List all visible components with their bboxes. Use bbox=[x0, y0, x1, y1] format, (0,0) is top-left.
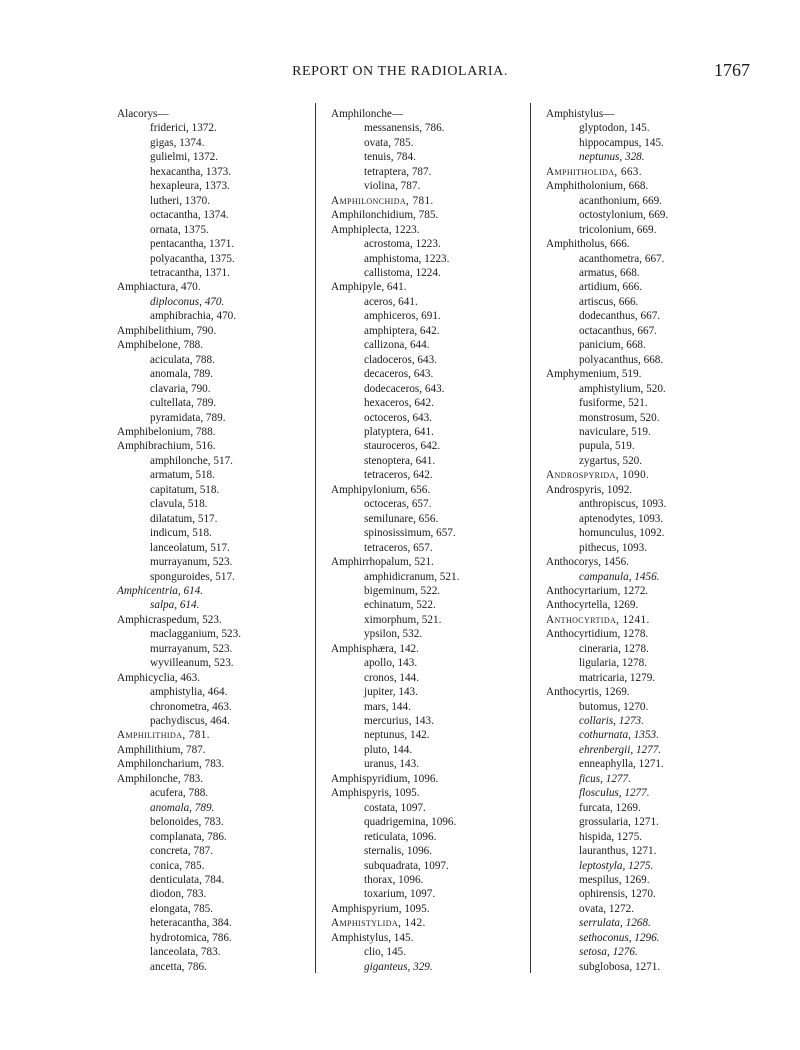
index-subentry: giganteus, 329. bbox=[364, 960, 433, 973]
index-subentry: uranus, 143. bbox=[364, 758, 419, 771]
index-column-3 bbox=[546, 107, 746, 974]
index-subentry: wyvilleanum, 523. bbox=[150, 657, 234, 670]
index-subentry: lutheri, 1370. bbox=[150, 194, 210, 207]
index-entry: Anthocyrtella, 1269. bbox=[546, 599, 639, 612]
index-subentry: bigeminum, 522. bbox=[364, 584, 441, 597]
index-subentry: acanthonium, 669. bbox=[579, 194, 662, 207]
column-divider bbox=[530, 103, 531, 973]
index-subentry: armatus, 668. bbox=[579, 266, 640, 279]
index-subentry: tetracantha, 1371. bbox=[150, 266, 230, 279]
index-subentry: gigas, 1374. bbox=[150, 136, 205, 149]
index-subentry: anthropiscus, 1093. bbox=[579, 498, 667, 511]
index-subentry: mespilus, 1269. bbox=[579, 874, 650, 887]
index-entry: Amphilonche— bbox=[331, 108, 404, 120]
index-entry: Amphicentria, 614. bbox=[117, 584, 204, 597]
index-subentry: sethoconus, 1296. bbox=[579, 931, 660, 944]
index-subentry: toxarium, 1097. bbox=[364, 888, 436, 901]
index-subentry: pentacantha, 1371. bbox=[150, 238, 235, 251]
index-subentry: fusiforme, 521. bbox=[579, 397, 648, 410]
index-subentry: semilunare, 656. bbox=[364, 512, 439, 525]
index-subentry: amphistylium, 520. bbox=[579, 382, 666, 395]
index-entry: Anthocyrtarium, 1272. bbox=[546, 584, 649, 597]
index-subentry: serrulata, 1268. bbox=[579, 917, 651, 930]
index-subentry: octacantha, 1374. bbox=[150, 209, 229, 222]
index-subentry: acufera, 788. bbox=[150, 787, 209, 800]
index-subentry: dodecanthus, 667. bbox=[579, 310, 661, 323]
index-subentry: artidium, 666. bbox=[579, 281, 643, 294]
index-subentry: stauroceros, 642. bbox=[364, 440, 441, 453]
page-title: REPORT ON THE RADIOLARIA. bbox=[292, 64, 508, 79]
index-entry: Anthocyrtis, 1269. bbox=[546, 686, 630, 699]
index-subentry: dilatatum, 517. bbox=[150, 512, 218, 525]
index-subentry: tetraceros, 657. bbox=[364, 541, 433, 554]
index-subentry: jupiter, 143. bbox=[364, 686, 418, 699]
index-subentry: dodecaceros, 643. bbox=[364, 382, 445, 395]
index-subentry: octoceras, 657. bbox=[364, 498, 432, 511]
index-entry: Amphicraspedum, 523. bbox=[117, 613, 222, 626]
index-subentry: violina, 787. bbox=[364, 180, 421, 193]
index-subentry: amphistoma, 1223. bbox=[364, 252, 450, 265]
index-entry: Amphirrhopalum, 521. bbox=[331, 556, 434, 569]
index-subentry: heteracantha, 384. bbox=[150, 917, 232, 930]
index-subentry: glyptodon, 145. bbox=[579, 122, 650, 135]
index-subentry: campanula, 1456. bbox=[579, 570, 660, 583]
index-subentry: pluto, 144. bbox=[364, 743, 413, 756]
index-subentry: octacanthus, 667. bbox=[579, 324, 657, 337]
index-subentry: acrostoma, 1223. bbox=[364, 238, 441, 251]
index-subentry: diodon, 783. bbox=[150, 888, 207, 901]
index-subentry: flosculus, 1277. bbox=[579, 787, 650, 800]
index-subentry: decaceros, 643. bbox=[364, 368, 434, 381]
index-subentry: grossularia, 1271. bbox=[579, 816, 659, 829]
index-subentry: cultellata, 789. bbox=[150, 397, 217, 410]
index-entry: Amphitholonium, 668. bbox=[546, 180, 649, 193]
index-subentry: amphibrachia, 470. bbox=[150, 310, 237, 323]
index-subentry: amphistylia, 464. bbox=[150, 686, 228, 699]
index-entry: Amphibrachium, 516. bbox=[117, 440, 216, 453]
index-entry: Amphistylus, 145. bbox=[331, 931, 414, 944]
index-subentry: clavaria, 790. bbox=[150, 382, 211, 395]
index-subentry: murrayanum, 523. bbox=[150, 556, 233, 569]
index-subentry: reticulata, 1096. bbox=[364, 830, 437, 843]
index-subentry: echinatum, 522. bbox=[364, 599, 436, 612]
index-subentry: pithecus, 1093. bbox=[579, 541, 648, 554]
index-subentry: acanthometra, 667. bbox=[579, 252, 665, 265]
index-entry: Amphiactura, 470. bbox=[117, 281, 201, 294]
index-subentry: hispida, 1275. bbox=[579, 830, 643, 843]
index-subentry: belonoides, 783. bbox=[150, 816, 224, 829]
index-subentry: lanceolata, 783. bbox=[150, 946, 221, 959]
index-subentry: ximorphum, 521. bbox=[364, 613, 442, 626]
index-entry: Anthocyrtidium, 1278. bbox=[546, 628, 649, 641]
index-subentry: tenuis, 784. bbox=[364, 151, 416, 164]
index-subentry: diploconus, 470. bbox=[150, 295, 225, 308]
index-column-2 bbox=[331, 107, 526, 974]
column-divider bbox=[315, 103, 316, 973]
index-subentry: clavula, 518. bbox=[150, 498, 208, 511]
index-subentry: maclagganium, 523. bbox=[150, 628, 242, 641]
index-subentry: amphidicranum, 521. bbox=[364, 570, 460, 583]
index-subentry: platyptera, 641. bbox=[364, 425, 434, 438]
index-subentry: elongata, 785. bbox=[150, 902, 214, 915]
index-subentry: stenoptera, 641. bbox=[364, 454, 436, 467]
index-subentry: artiscus, 666. bbox=[579, 295, 639, 308]
index-subentry: denticulata, 784. bbox=[150, 874, 225, 887]
index-entry: Androspyris, 1092. bbox=[546, 483, 633, 496]
index-entry: Amphipylonium, 656. bbox=[331, 483, 431, 496]
index-subentry: neptunus, 328. bbox=[579, 151, 645, 164]
index-entry: Amphitholida, 663. bbox=[546, 165, 643, 178]
index-subentry: monstrosum, 520. bbox=[579, 411, 660, 424]
index-subentry: ehrenbergii, 1277. bbox=[579, 743, 662, 756]
index-subentry: anomala, 789. bbox=[150, 368, 214, 381]
index-subentry: thorax, 1096. bbox=[364, 874, 424, 887]
index-subentry: aptenodytes, 1093. bbox=[579, 512, 664, 525]
index-subentry: pyramidata, 789. bbox=[150, 411, 226, 424]
index-subentry: panicium, 668. bbox=[579, 339, 646, 352]
index-subentry: callistoma, 1224. bbox=[364, 266, 441, 279]
index-entry: Amphistylida, 142. bbox=[331, 917, 426, 930]
index-subentry: tricolonium, 669. bbox=[579, 223, 657, 236]
index-subentry: zygartus, 520. bbox=[579, 454, 643, 467]
index-subentry: ovata, 1272. bbox=[579, 902, 634, 915]
index-subentry: polyacantha, 1375. bbox=[150, 252, 235, 265]
index-subentry: chronometra, 463. bbox=[150, 700, 232, 713]
index-subentry: hydrotomica, 786. bbox=[150, 931, 232, 944]
index-subentry: ypsilon, 532. bbox=[364, 628, 423, 641]
index-subentry: ligularia, 1278. bbox=[579, 657, 648, 670]
index-subentry: subglobosa, 1271. bbox=[579, 960, 661, 973]
index-entry: Amphiplecta, 1223. bbox=[331, 223, 420, 236]
index-subentry: enneaphylla, 1271. bbox=[579, 758, 664, 771]
index-subentry: concreta, 787. bbox=[150, 845, 214, 858]
index-subentry: apollo, 143. bbox=[364, 657, 418, 670]
index-subentry: conica, 785. bbox=[150, 859, 205, 872]
index-subentry: pupula, 519. bbox=[579, 440, 635, 453]
index-subentry: hexapleura, 1373. bbox=[150, 180, 230, 193]
index-entry: Amphispyrium, 1095. bbox=[331, 902, 430, 915]
index-subentry: leptostyla, 1275. bbox=[579, 859, 654, 872]
index-subentry: neptunus, 142. bbox=[364, 729, 430, 742]
index-subentry: spinosissimum, 657. bbox=[364, 527, 456, 540]
index-subentry: cronos, 144. bbox=[364, 671, 419, 684]
index-subentry: naviculare, 519. bbox=[579, 425, 651, 438]
index-subentry: amphilonche, 517. bbox=[150, 454, 233, 467]
index-subentry: lanceolatum, 517. bbox=[150, 541, 230, 554]
index-subentry: costata, 1097. bbox=[364, 801, 426, 814]
index-subentry: murrayanum, 523. bbox=[150, 642, 233, 655]
index-entry: Androspyrida, 1090. bbox=[546, 469, 650, 482]
index-entry: Anthocorys, 1456. bbox=[546, 556, 629, 569]
index-entry: Amphibelonium, 788. bbox=[117, 425, 216, 438]
index-subentry: anomala, 789. bbox=[150, 801, 215, 814]
index-subentry: aceros, 641. bbox=[364, 295, 418, 308]
index-subentry: amphiceros, 691. bbox=[364, 310, 441, 323]
index-entry: Amphispyris, 1095. bbox=[331, 787, 420, 800]
index-subentry: sternalis, 1096. bbox=[364, 845, 433, 858]
index-entry: Amphicyclia, 463. bbox=[117, 671, 200, 684]
index-subentry: tetraptera, 787. bbox=[364, 165, 432, 178]
index-subentry: butomus, 1270. bbox=[579, 700, 649, 713]
index-entry: Amphitholus, 666. bbox=[546, 238, 630, 251]
index-subentry: ornata, 1375. bbox=[150, 223, 209, 236]
index-subentry: hippocampus, 145. bbox=[579, 136, 664, 149]
index-entry: Anthocyrtida, 1241. bbox=[546, 613, 650, 626]
index-subentry: cineraria, 1278. bbox=[579, 642, 649, 655]
index-entry: Amphilonche, 783. bbox=[117, 772, 204, 785]
index-subentry: ophirensis, 1270. bbox=[579, 888, 656, 901]
index-subentry: homunculus, 1092. bbox=[579, 527, 665, 540]
index-subentry: octostylonium, 669. bbox=[579, 209, 669, 222]
index-entry: Amphibelithium, 790. bbox=[117, 324, 217, 337]
index-subentry: complanata, 786. bbox=[150, 830, 227, 843]
index-subentry: capitatum, 518. bbox=[150, 483, 220, 496]
index-subentry: tetraceros, 642. bbox=[364, 469, 433, 482]
index-entry: Amphilithida, 781. bbox=[117, 729, 210, 742]
index-subentry: cothurnata, 1353. bbox=[579, 729, 659, 742]
index-entry: Amphymenium, 519. bbox=[546, 368, 642, 381]
index-entry: Amphilonchidium, 785. bbox=[331, 209, 439, 222]
index-subentry: pachydiscus, 464. bbox=[150, 715, 230, 728]
index-subentry: furcata, 1269. bbox=[579, 801, 641, 814]
index-subentry: subquadrata, 1097. bbox=[364, 859, 449, 872]
index-subentry: mercurius, 143. bbox=[364, 715, 434, 728]
index-subentry: sponguroides, 517. bbox=[150, 570, 235, 583]
index-column-1 bbox=[117, 107, 307, 974]
index-entry: Amphilonchida, 781. bbox=[331, 194, 434, 207]
index-subentry: hexacantha, 1373. bbox=[150, 165, 232, 178]
index-entry: Amphispyridium, 1096. bbox=[331, 772, 439, 785]
index-subentry: messanensis, 786. bbox=[364, 122, 445, 135]
index-subentry: ovata, 785. bbox=[364, 136, 414, 149]
index-subentry: lauranthus, 1271. bbox=[579, 845, 657, 858]
index-subentry: octoceros, 643. bbox=[364, 411, 433, 424]
index-subentry: amphiptera, 642. bbox=[364, 324, 440, 337]
index-entry: Amphipyle, 641. bbox=[331, 281, 407, 294]
index-subentry: hexaceros, 642. bbox=[364, 397, 434, 410]
index-subentry: ficus, 1277. bbox=[579, 772, 631, 785]
index-entry: Amphibelone, 788. bbox=[117, 339, 204, 352]
index-subentry: quadrigemina, 1096. bbox=[364, 816, 457, 829]
page-number: 1767 bbox=[714, 60, 750, 80]
index-entry: Alacorys— bbox=[117, 108, 169, 120]
index-subentry: armatum, 518. bbox=[150, 469, 215, 482]
index-subentry: cladoceros, 643. bbox=[364, 353, 438, 366]
index-subentry: setosa, 1276. bbox=[579, 946, 638, 959]
index-subentry: mars, 144. bbox=[364, 700, 411, 713]
index-subentry: collaris, 1273. bbox=[579, 715, 644, 728]
index-subentry: matricaria, 1279. bbox=[579, 671, 656, 684]
index-subentry: friderici, 1372. bbox=[150, 122, 217, 135]
index-subentry: polyacanthus, 668. bbox=[579, 353, 664, 366]
index-subentry: indicum, 518. bbox=[150, 527, 212, 540]
index-subentry: ancetta, 786. bbox=[150, 960, 207, 973]
index-entry: Amphistylus— bbox=[546, 108, 615, 120]
index-entry: Amphilithium, 787. bbox=[117, 743, 206, 756]
index-subentry: gulielmi, 1372. bbox=[150, 151, 219, 164]
index-subentry: aciculata, 788. bbox=[150, 353, 215, 366]
index-entry: Amphisphæra, 142. bbox=[331, 642, 419, 655]
index-entry: Amphiloncharium, 783. bbox=[117, 758, 225, 771]
index-subentry: callizona, 644. bbox=[364, 339, 430, 352]
index-subentry: salpa, 614. bbox=[150, 599, 200, 612]
index-subentry: clio, 145. bbox=[364, 946, 406, 959]
